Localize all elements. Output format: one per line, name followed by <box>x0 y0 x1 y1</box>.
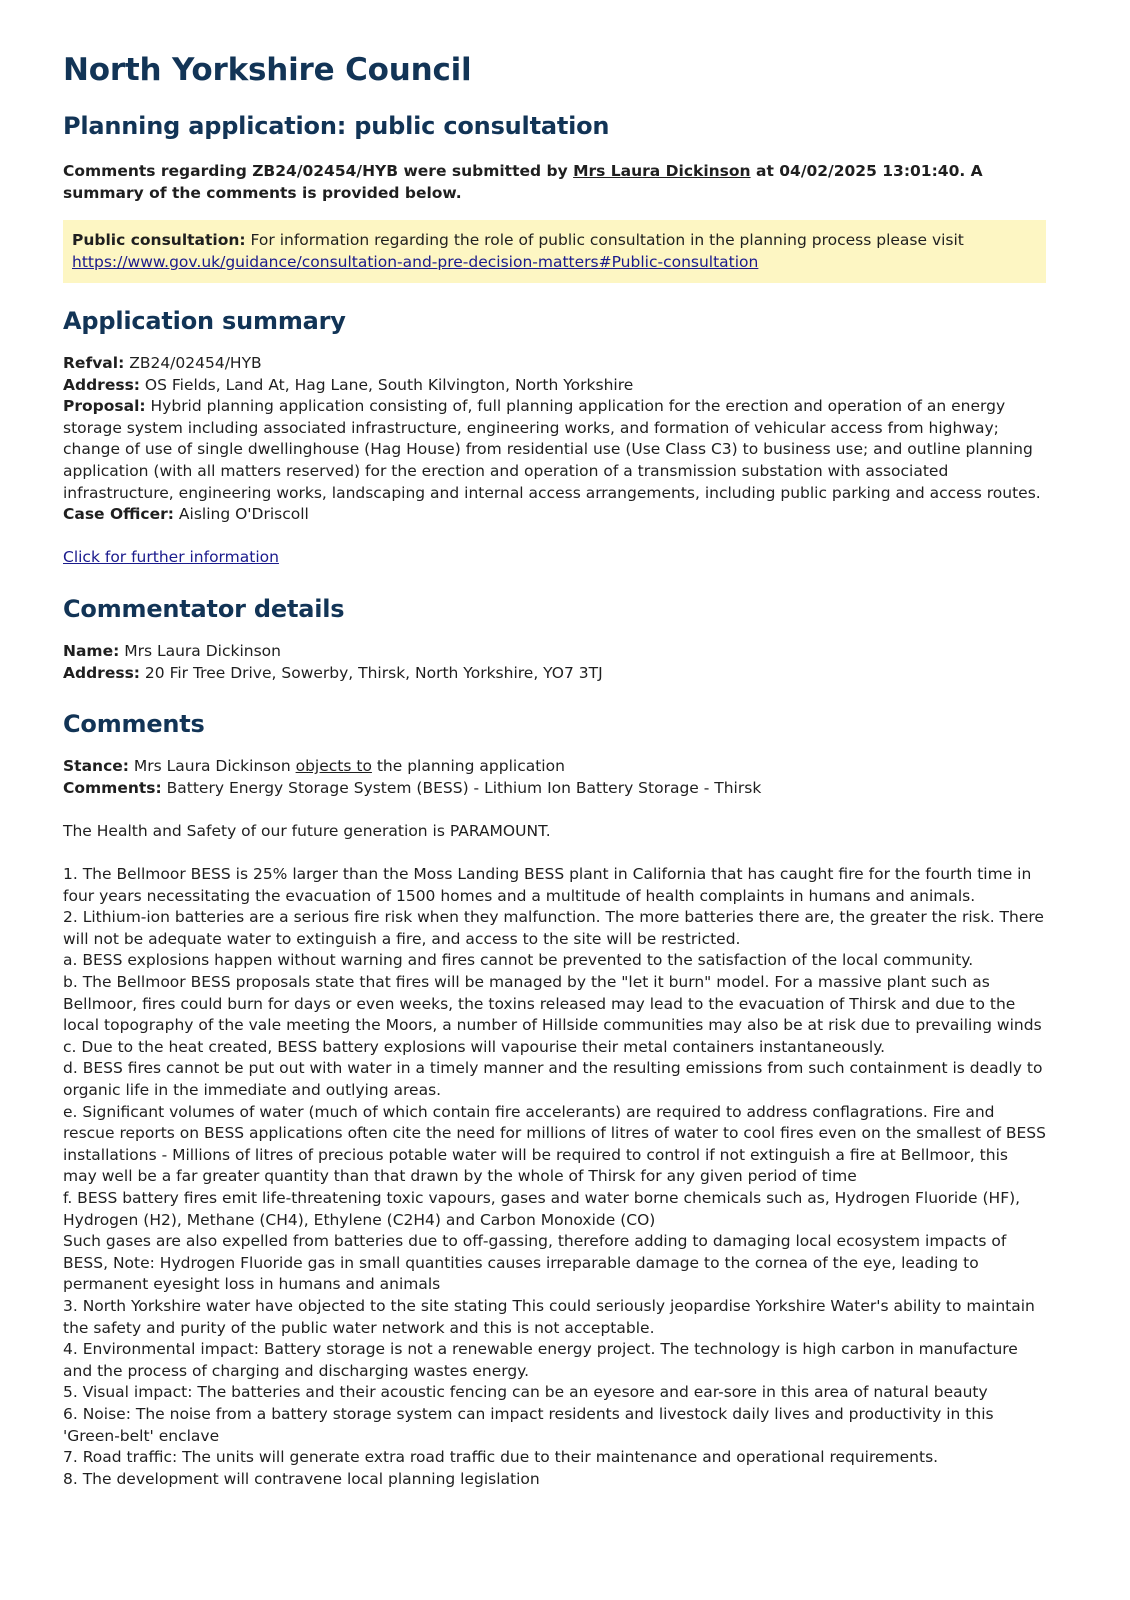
name-label: Name: <box>63 641 120 660</box>
case-officer-label: Case Officer: <box>63 505 174 524</box>
comments-title-row <box>63 778 1046 800</box>
consultation-guidance-link[interactable]: https://www.gov.uk/guidance/consultation-and-pre-decision-matters#Public-consultation <box>72 253 759 271</box>
intro-suffix: at 04/02/2025 13:01:40. A summary of the comments is provided below. <box>63 162 983 202</box>
notice-text: For information regarding the role of public consultation in the planning process please visit <box>245 231 964 249</box>
comment-point: 6. Noise: The noise from a battery storage system can impact residents and livestock daily lives and productivity in this 'Green-belt' enclave <box>63 1404 994 1445</box>
stance-name: Mrs Laura Dickinson <box>128 757 296 776</box>
refval-value: ZB24/02454/HYB <box>124 354 262 372</box>
commentator-address-value: 20 Fir Tree Drive, Sowerby, Thirsk, North Yorkshire, YO7 3TJ <box>140 663 603 682</box>
stance-label: Stance: <box>63 757 129 776</box>
proposal-row <box>63 396 1046 504</box>
page-subtitle: Planning application: public consultation <box>63 112 610 140</box>
address-value: OS Fields, Land At, Hag Lane, South Kilvington, North Yorkshire <box>140 375 634 394</box>
stance-rest: the planning application <box>371 757 565 776</box>
comment-point: c. Due to the heat created, BESS battery explosions will vapourise their metal containers instantaneously. <box>63 1037 886 1056</box>
comments-opening: The Health and Safety of our future generation is PARAMOUNT. <box>63 821 551 840</box>
application-summary-heading: Application summary <box>63 307 346 335</box>
case-officer-row <box>63 504 1046 526</box>
refval-row <box>63 353 1046 375</box>
comment-point: d. BESS fires cannot be put out with water in a timely manner and the resulting emissions from such containment is deadly to organic life in the immediate and outlying areas. <box>63 1059 1043 1100</box>
intro-paragraph <box>63 160 1046 204</box>
comment-point: 5. Visual impact: The batteries and their acoustic fencing can be an eyesore and ear-sore in this area of natural beauty <box>63 1383 988 1402</box>
stance-verb: objects to <box>295 757 372 776</box>
notice-label: Public consultation: <box>72 231 246 249</box>
comment-point: 2. Lithium-ion batteries are a serious fire risk when they malfunction. The more batteries there are, the greater the risk. There will not be adequate water to extinguish a fire, and access to the site will be restricted. <box>63 908 1044 948</box>
refval-label: Refval: <box>63 354 125 372</box>
comment-point: 8. The development will contravene local planning legislation <box>63 1469 540 1488</box>
comment-point: 3. North Yorkshire water have objected to the site stating This could seriously jeopardise Yorkshire Water's ability to maintain the safety and purity of the public water network and this is not acceptable. <box>63 1296 1035 1337</box>
further-information-link[interactable]: Click for further information <box>63 548 279 567</box>
application-address-row <box>63 375 1046 397</box>
commentator-name-row <box>63 641 1046 663</box>
comment-point: e. Significant volumes of water (much of which contain fire accelerants) are required to address conflagrations. Fire and rescue reports on BESS applications often cite the need for millions of litres of water to cool fires even on the smallest of BESS installations - Millions of litres of precious potable water will be required to control if not extinguish a fire at Bellmoor, this may well be a far greater quantity than that drawn by the whole of Thirsk for any given period of time <box>63 1102 1046 1186</box>
comments-title: Battery Energy Storage System (BESS) - Lithium Ion Battery Storage - Thirsk <box>161 778 762 797</box>
proposal-value: Hybrid planning application consisting of, full planning application for the erection and operation of an energy storage system including associated infrastructure, engineering works, and formation of vehicular access from highway; change of use of single dwellinghouse (Hag House) from residential use (Use Class C3) to business use; and outline planning application (with all matters reserved) for the erection and operation of a transmission substation with associated infrastructure, engineering works, landscaping and internal access arrangements, including public parking and access routes. <box>63 397 1041 502</box>
comment-point: a. BESS explosions happen without warning and fires cannot be prevented to the satisfaction of the local community. <box>63 951 974 970</box>
proposal-label: Proposal: <box>63 397 146 416</box>
name-value: Mrs Laura Dickinson <box>119 641 281 660</box>
comment-point: 7. Road traffic: The units will generate extra road traffic due to their maintenance and operational requirements. <box>63 1448 939 1467</box>
comment-point: Such gases are also expelled from batteries due to off-gassing, therefore adding to damaging local ecosystem impacts of BESS, Note: Hydrogen Fluoride gas in small quantities causes irreparable damage to the cornea of the eye, leading to permanent eyesight loss in humans and animals <box>63 1232 1007 1294</box>
case-officer-value: Aisling O'Driscoll <box>173 505 309 524</box>
commentator-details-heading: Commentator details <box>63 594 345 623</box>
public-consultation-notice <box>63 220 1046 283</box>
commentator-address-row <box>63 663 1046 685</box>
address-label: Address: <box>63 375 140 394</box>
council-title: North Yorkshire Council <box>63 52 472 88</box>
comment-point: b. The Bellmoor BESS proposals state that fires will be managed by the "let it burn" model. For a massive plant such as Bellmoor, fires could burn for days or even weeks, the toxins released may lead to the evacuation of Thirsk and due to the local topography of the vale meeting the Moors, a number of Hillside communities may also be at risk due to prevailing winds <box>63 973 1042 1035</box>
commentator-address-label: Address: <box>63 663 140 682</box>
comment-point: f. BESS battery fires emit life-threatening toxic vapours, gases and water borne chemicals such as, Hydrogen Fluoride (HF), Hydrogen (H2), Methane (CH4), Ethylene (C2H4) and Carbon Monoxide (CO) <box>63 1189 1021 1229</box>
intro-prefix: Comments regarding ZB24/02454/HYB were submitted by <box>63 162 574 180</box>
comments-label: Comments: <box>63 778 162 797</box>
comment-point: 4. Environmental impact: Battery storage is not a renewable energy project. The technology is high carbon in manufacture and the process of charging and discharging wastes energy. <box>63 1340 1018 1380</box>
comments-heading: Comments <box>63 710 205 739</box>
comment-point: 1. The Bellmoor BESS is 25% larger than the Moss Landing BESS plant in California that has caught fire for the fourth time in four years necessitating the evacuation of 1500 homes and a multitude of health complaints in humans and animals. <box>63 865 1032 905</box>
submitter-name: Mrs Laura Dickinson <box>573 162 751 180</box>
stance-row <box>63 756 1046 778</box>
comment-points-list <box>63 864 1046 1490</box>
